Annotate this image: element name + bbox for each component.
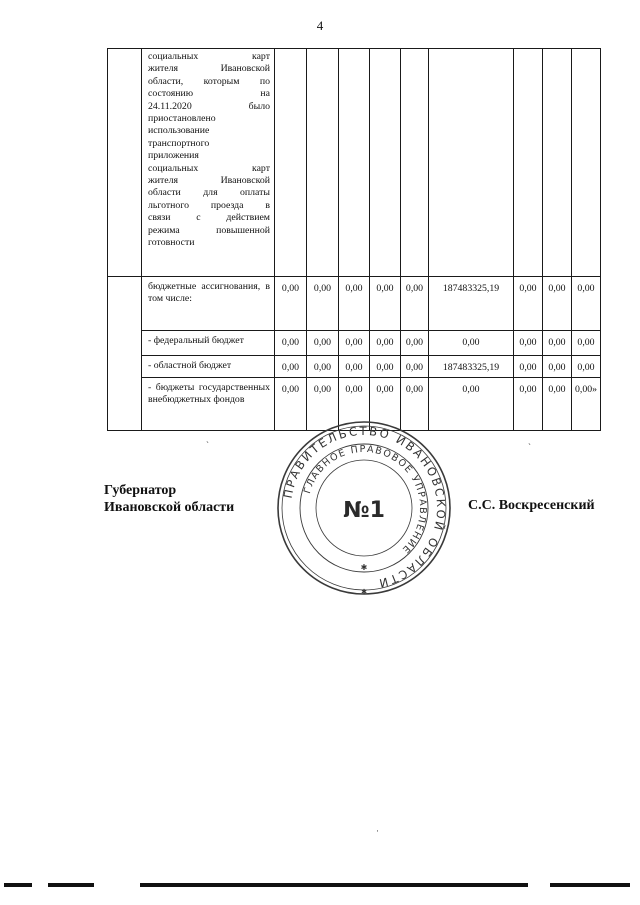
description-line: области для оплаты: [148, 187, 270, 199]
index-cell: [108, 277, 142, 431]
row-label: - федеральный бюджет: [142, 331, 275, 356]
value-cell: 0,00: [514, 277, 543, 331]
value-cell: 0,00: [401, 277, 429, 331]
star-icon: ✱: [360, 563, 368, 572]
signature-name: С.С. Воскресенский: [468, 498, 595, 513]
value-cell: 0,00: [543, 356, 572, 378]
value-cell: 0,00: [401, 378, 429, 431]
description-line: приложения: [148, 150, 199, 162]
description-line: готовности: [148, 237, 195, 249]
description-line: области, которым по: [148, 75, 270, 87]
description-line: жителя Ивановской: [148, 175, 270, 187]
value-cell: 0,00: [401, 356, 429, 378]
description-line: социальных карт: [148, 162, 270, 174]
row-label: - бюджеты государственных внебюджетных фондов: [142, 378, 275, 431]
value-cell: 0,00: [339, 356, 370, 378]
value-cell: 0,00: [543, 378, 572, 431]
value-cell: 0,00: [275, 277, 307, 331]
table-row-description: [108, 49, 601, 277]
scan-mark: ·: [376, 826, 379, 836]
value-cell: 0,00: [339, 277, 370, 331]
scan-mark: ˏ: [206, 433, 209, 443]
value-cell: 0,00: [275, 378, 307, 431]
signature-title-line: Губернатор: [104, 483, 177, 498]
scan-edge-line: [48, 883, 94, 887]
official-stamp: [276, 420, 452, 596]
value-cell: 0,00: [543, 331, 572, 356]
value-cell: 0,00: [339, 331, 370, 356]
table-row: [108, 331, 601, 356]
value-cell: 0,00: [514, 356, 543, 378]
value-cell: 0,00: [429, 378, 514, 431]
table-row: [108, 277, 601, 331]
value-cell: 0,00: [514, 331, 543, 356]
signature-title: [104, 482, 234, 516]
description-line: использование: [148, 125, 210, 137]
value-cell: 0,00: [429, 331, 514, 356]
description-line: транспортного: [148, 137, 210, 149]
row-label: - областной бюджет: [142, 356, 275, 378]
star-icon: ✱: [361, 588, 367, 596]
scan-edge-line: [4, 883, 32, 887]
value-cell: 0,00: [572, 331, 601, 356]
value-cell: 0,00: [339, 378, 370, 431]
description-line: приостановлено: [148, 113, 216, 125]
stamp-outer-text: ПРАВИТЕЛЬСТВО ИВАНОВСКОЙ ОБЛАСТИ: [280, 423, 449, 591]
scan-edge-line: [550, 883, 630, 887]
value-cell: 0,00: [307, 378, 339, 431]
value-cell: 187483325,19: [429, 356, 514, 378]
description-line: социальных карт: [148, 51, 270, 62]
scan-edge-line: [140, 883, 528, 887]
value-cell: 0,00: [370, 277, 401, 331]
description-line: режима повышенной: [148, 224, 270, 236]
value-cell: 0,00»: [572, 378, 601, 431]
value-cell: 0,00: [307, 331, 339, 356]
page-number: 4: [316, 18, 324, 33]
value-cell: 0,00: [307, 356, 339, 378]
value-cell: 0,00: [401, 331, 429, 356]
value-cell: 0,00: [543, 277, 572, 331]
description-line: связи с действием: [148, 212, 270, 224]
value-cell: 0,00: [370, 356, 401, 378]
value-cell: 0,00: [572, 277, 601, 331]
value-cell: 0,00: [514, 378, 543, 431]
value-cell: 0,00: [572, 356, 601, 378]
value-cell: 0,00: [370, 378, 401, 431]
value-cell: 0,00: [307, 277, 339, 331]
stamp-inner-text: ГЛАВНОЕ ПРАВОВОЕ УПРАВЛЕНИЕ: [302, 443, 429, 556]
index-cell: [108, 49, 142, 277]
value-cell: 0,00: [370, 331, 401, 356]
signature-title-line: Ивановской области: [104, 500, 235, 515]
row-label: бюджетные ассигнования, в том числе:: [142, 277, 275, 331]
description-line: 24.11.2020 было: [148, 100, 270, 112]
scan-mark: ˏ: [528, 435, 531, 445]
value-cell: 0,00: [275, 331, 307, 356]
value-cell: 0,00: [275, 356, 307, 378]
description-line: льготного проезда в: [148, 199, 270, 211]
budget-table: [107, 48, 601, 431]
stamp-center-text: №1: [343, 498, 385, 523]
table-row: [108, 356, 601, 378]
description-line: жителя Ивановской: [148, 63, 270, 75]
description-line: состоянию на: [148, 88, 270, 100]
description-cell: [142, 49, 275, 277]
value-cell: 187483325,19: [429, 277, 514, 331]
